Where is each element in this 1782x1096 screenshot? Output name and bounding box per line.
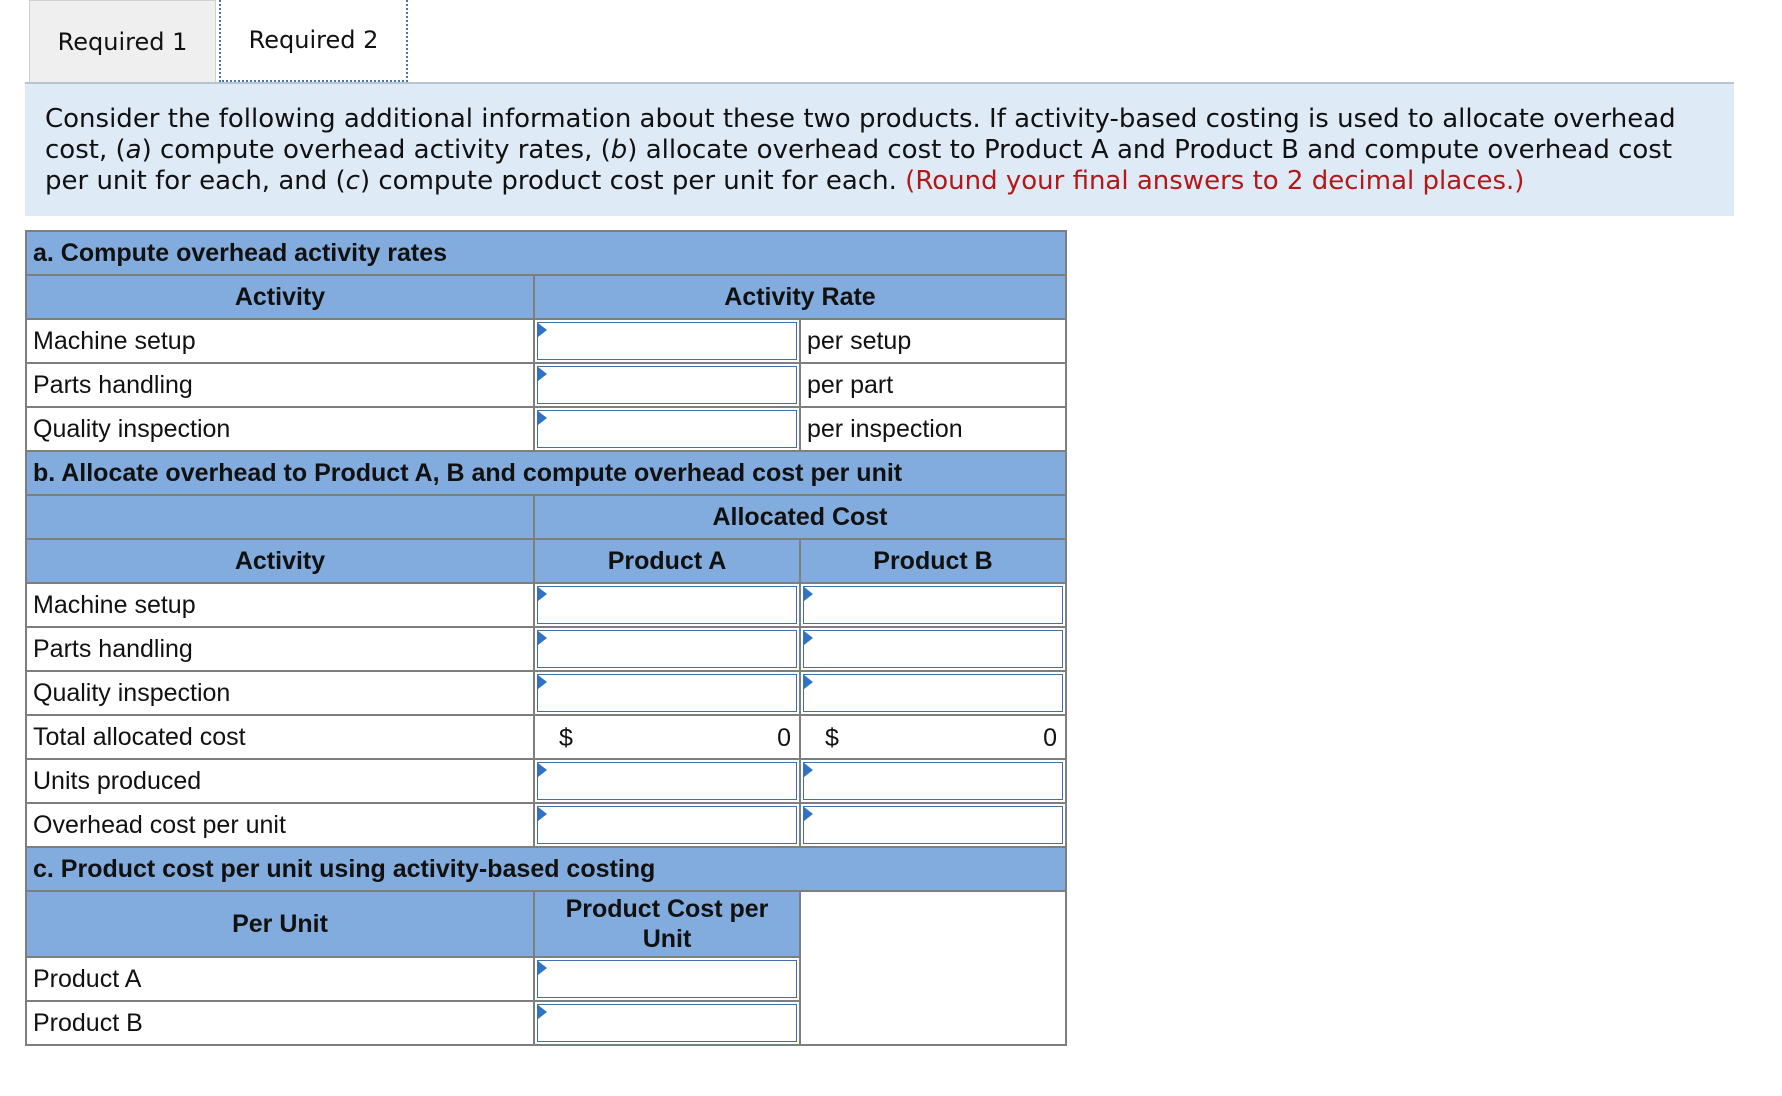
parts-handling-product-a-input[interactable] <box>537 630 797 668</box>
instructions-letter-a: a <box>125 135 142 165</box>
total-product-a-value: 0 <box>777 724 791 752</box>
table-row <box>26 715 1066 759</box>
section-b-header-spacer <box>26 495 534 539</box>
table-row <box>26 583 1066 627</box>
row-label: Product A <box>26 957 534 1001</box>
cell <box>534 957 800 1001</box>
cell <box>534 671 800 715</box>
rounding-note: (Round your final answers to 2 decimal places.) <box>905 166 1525 196</box>
instructions-text-4: ) compute product cost per unit for each. <box>359 166 897 196</box>
cell <box>800 671 1066 715</box>
allocated-cost-header: Allocated Cost <box>534 495 1066 539</box>
instructions-letter-b: b <box>610 135 628 165</box>
row-label: Product B <box>26 1001 534 1045</box>
product-cost-header-line-1: Product Cost per <box>565 895 769 923</box>
tab-required-2[interactable]: Required 2 <box>219 0 408 82</box>
cell <box>534 759 800 803</box>
instructions-text-1: Consider the following additional information about these two products. If activity-based costing is used to allocate overhead cost, ( <box>45 104 1676 165</box>
product-b-cost-per-unit-input[interactable] <box>537 1004 797 1042</box>
section-b-activity-header: Activity <box>26 539 534 583</box>
cell <box>534 583 800 627</box>
quality-inspection-rate-input[interactable] <box>537 410 797 448</box>
section-c-title: c. Product cost per unit using activity-based costing <box>26 847 1066 891</box>
units-produced-product-a-input[interactable] <box>537 762 797 800</box>
product-cost-per-unit-header <box>534 891 800 957</box>
quality-inspection-product-a-input[interactable] <box>537 674 797 712</box>
rate-unit: per inspection <box>800 407 1066 451</box>
table-row <box>26 759 1066 803</box>
machine-setup-product-a-input[interactable] <box>537 586 797 624</box>
cell <box>800 759 1066 803</box>
machine-setup-rate-input[interactable] <box>537 322 797 360</box>
table-row <box>26 671 1066 715</box>
table-row <box>26 363 1066 407</box>
quality-inspection-rate-cell <box>534 407 800 451</box>
product-b-header: Product B <box>800 539 1066 583</box>
quality-inspection-product-b-input[interactable] <box>803 674 1063 712</box>
total-product-b-value: 0 <box>1043 724 1057 752</box>
cell <box>800 583 1066 627</box>
table-row <box>26 407 1066 451</box>
table-row <box>26 319 1066 363</box>
parts-handling-rate-input[interactable] <box>537 366 797 404</box>
instructions-text-2: ) compute overhead activity rates, ( <box>141 135 611 165</box>
product-a-cost-per-unit-input[interactable] <box>537 960 797 998</box>
row-label: Parts handling <box>26 363 534 407</box>
table-row <box>26 627 1066 671</box>
total-product-b <box>800 715 1066 759</box>
units-produced-label: Units produced <box>26 759 534 803</box>
section-c-empty-area <box>800 891 1066 1045</box>
total-allocated-cost-label: Total allocated cost <box>26 715 534 759</box>
cell <box>800 627 1066 671</box>
cell <box>800 803 1066 847</box>
row-label: Quality inspection <box>26 407 534 451</box>
instructions-text-3: ) allocate overhead cost to Product A and Product B and compute overhead cost per unit for each, and ( <box>45 135 1673 196</box>
row-label: Machine setup <box>26 319 534 363</box>
table-row <box>26 803 1066 847</box>
parts-handling-rate-cell <box>534 363 800 407</box>
total-product-a <box>534 715 800 759</box>
instructions-letter-c: c <box>345 166 360 196</box>
instructions-panel <box>25 84 1734 216</box>
per-unit-header: Per Unit <box>26 891 534 957</box>
row-label: Parts handling <box>26 627 534 671</box>
row-label: Machine setup <box>26 583 534 627</box>
parts-handling-product-b-input[interactable] <box>803 630 1063 668</box>
cell <box>534 1001 800 1045</box>
section-b-title: b. Allocate overhead to Product A, B and compute overhead cost per unit <box>26 451 1066 495</box>
overhead-per-unit-product-b-input[interactable] <box>803 806 1063 844</box>
currency-symbol: $ <box>559 724 573 752</box>
cell <box>534 627 800 671</box>
machine-setup-product-b-input[interactable] <box>803 586 1063 624</box>
currency-symbol: $ <box>825 724 839 752</box>
section-a-activity-header: Activity <box>26 275 534 319</box>
overhead-per-unit-product-a-input[interactable] <box>537 806 797 844</box>
product-a-header: Product A <box>534 539 800 583</box>
section-a-rate-header: Activity Rate <box>534 275 1066 319</box>
cell <box>534 803 800 847</box>
tab-required-1[interactable]: Required 1 <box>29 0 216 82</box>
units-produced-product-b-input[interactable] <box>803 762 1063 800</box>
product-cost-header-line-2: Unit <box>642 925 692 953</box>
machine-setup-rate-cell <box>534 319 800 363</box>
overhead-cost-per-unit-label: Overhead cost per unit <box>26 803 534 847</box>
answer-table <box>25 230 1067 1046</box>
tab-bar <box>29 0 1734 84</box>
row-label: Quality inspection <box>26 671 534 715</box>
rate-unit: per setup <box>800 319 1066 363</box>
section-a-title: a. Compute overhead activity rates <box>26 231 1066 275</box>
rate-unit: per part <box>800 363 1066 407</box>
